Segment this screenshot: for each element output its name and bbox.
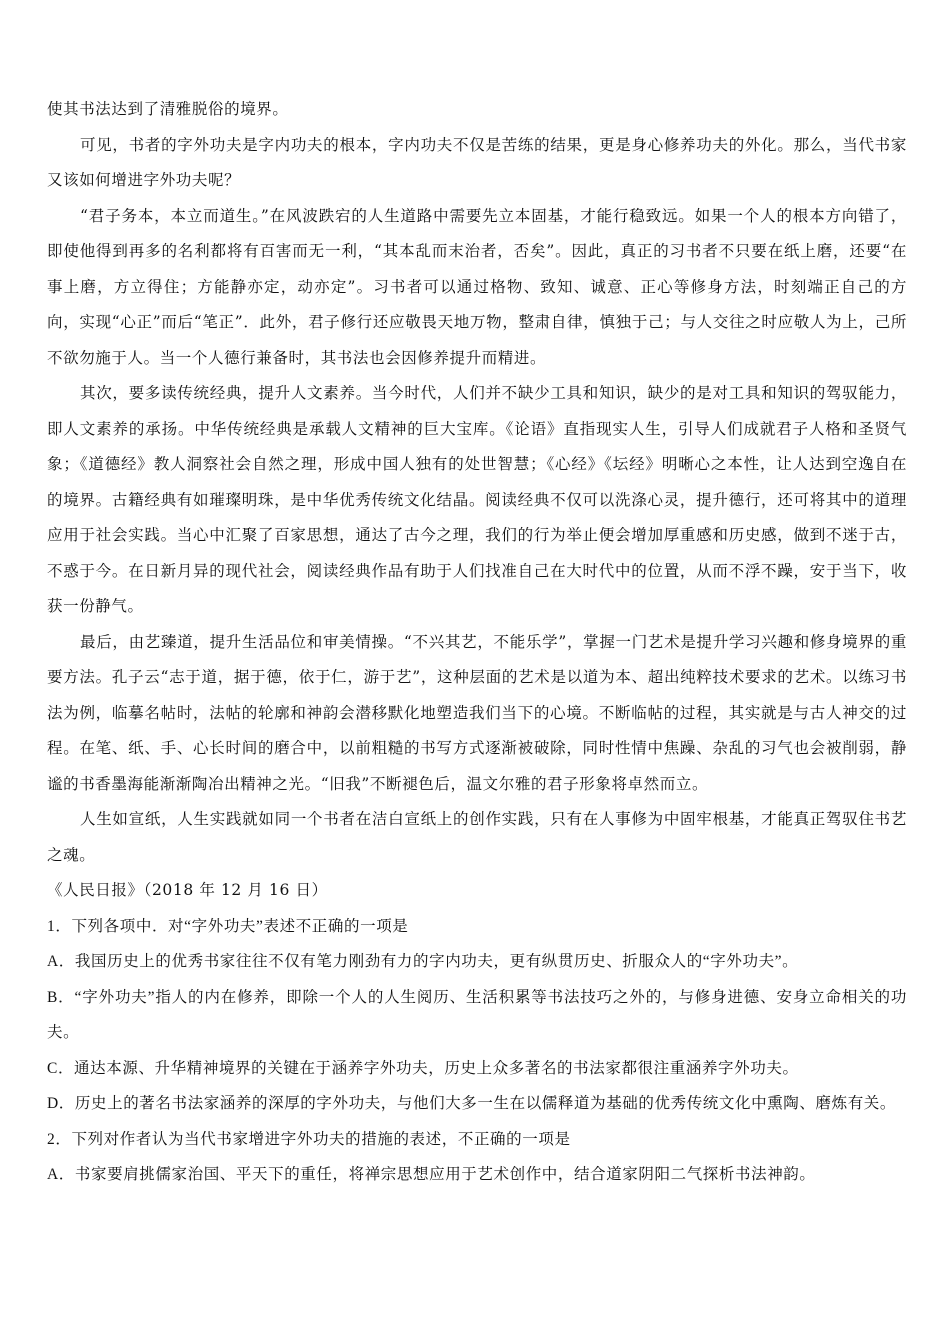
article-paragraph: 使其书法达到了清雅脱俗的境界。 [47,100,289,118]
article-paragraph: 其次，要多读传统经典，提升人文素养。当今时代，人们并不缺少工具和知识，缺少的是对工具和知识的驾驭能力，即人文素养的承扬。中华传统经典是承载人文精神的巨大宝库。《论语》直指现实人生，引导人们成就君子人格和圣贤气象；《道德经》教人洞察社会自然之理，形成中国人独有的处世智慧；《心经》《坛经》明晰心之本性，让人达到空逸自在的境界。古籍经典有如璀璨明珠，是中华优秀传统文化结晶。阅读经典不仅可以洗涤心灵，提升德行，还可将其中的道理应用于社会实践。当心中汇聚了百家思想，通达了古今之理，我们的行为举止便会增加厚重感和历史感，做到不迷于古，不惑于今。在日新月异的现代社会，阅读经典作品有助于人们找准自己在大时代中的位置，从而不浮不躁，安于当下，收获一份静气。 [47,384,907,615]
article-paragraph: 最后，由艺臻道，提升生活品位和审美情操。“不兴其艺，不能乐学”，掌握一门艺术是提升学习兴趣和修身境界的重要方法。孔子云“志于道，据于德，依于仁，游于艺”，这种层面的艺术是以道为本、超出纯粹技术要求的艺术。以练习书法为例，临摹名帖时，法帖的轮廓和神韵会潜移默化地塑造我们当下的心境。不断临帖的过程，其实就是与古人神交的过程。在笔、纸、手、心长时间的磨合中，以前粗糙的书写方式逐渐被破除，同时性情中焦躁、杂乱的习气也会被削弱，静谧的书香墨海能渐渐陶冶出精神之光。“旧我”不断褪色后，温文尔雅的君子形象将卓然而立。 [47,632,907,793]
question-option: D．历史上的著名书法家涵养的深厚的字外功夫，与他们大多一生在以儒释道为基础的优秀传统文化中熏陶、磨炼有关。 [47,1095,896,1112]
question-stem: 2．下列对作者认为当代书家增进字外功夫的措施的表述，不正确的一项是 [47,1130,571,1148]
question-option: C．通达本源、升华精神境界的关键在于涵养字外功夫，历史上众多著名的书法家都很注重涵养字外功夫。 [47,1059,799,1077]
article-paragraph: 人生如宣纸，人生实践就如同一个书者在洁白宣纸上的创作实践，只有在人事修为中固牢根基，才能真正驾驭住书艺之魂。 [47,810,907,864]
article-paragraph: “君子务本，本立而道生。”在风波跌宕的人生道路中需要先立本固基，才能行稳致远。如果一个人的根本方向错了，即使他得到再多的名利都将有百害而无一利，“其本乱而末治者，否矣”。因此，真正的习书者不只要在纸上磨，还要“在事上磨，方立得住；方能静亦定，动亦定”。习书者可以通过格物、致知、诚意、正心等修身方法，时刻端正自己的方向，实现“心正”而后“笔正”．此外，君子修行还应敬畏天地万物，整肃自律，慎独于己；与人交往之时应敬人为上，己所不欲勿施于人。当一个人德行兼备时，其书法也会因修养提升而精进。 [47,206,907,367]
question-option: A．我国历史上的优秀书家往往不仅有笔力刚劲有力的字内功夫，更有纵贯历史、折服众人的“字外功夫”。 [47,953,799,970]
article-source: 《人民日报》（2018 年 12 月 16 日） [47,881,328,899]
question-option: A．书家要肩挑儒家治国、平天下的重任，将禅宗思想应用于艺术创作中，结合道家阴阳二气探析书法神韵。 [47,1166,816,1183]
question-option: B．“字外功夫”指人的内在修养，即除一个人的人生阅历、生活积累等书法技巧之外的，与修身进德、安身立命相关的功夫。 [47,988,907,1041]
document-page [47,92,907,1193]
article-paragraph: 可见，书者的字外功夫是字内功夫的根本，字内功夫不仅是苦练的结果，更是身心修养功夫的外化。那么，当代书家又该如何增进字外功夫呢？ [47,135,907,189]
question-stem: 1．下列各项中．对“字外功夫”表述不正确的一项是 [47,917,409,935]
